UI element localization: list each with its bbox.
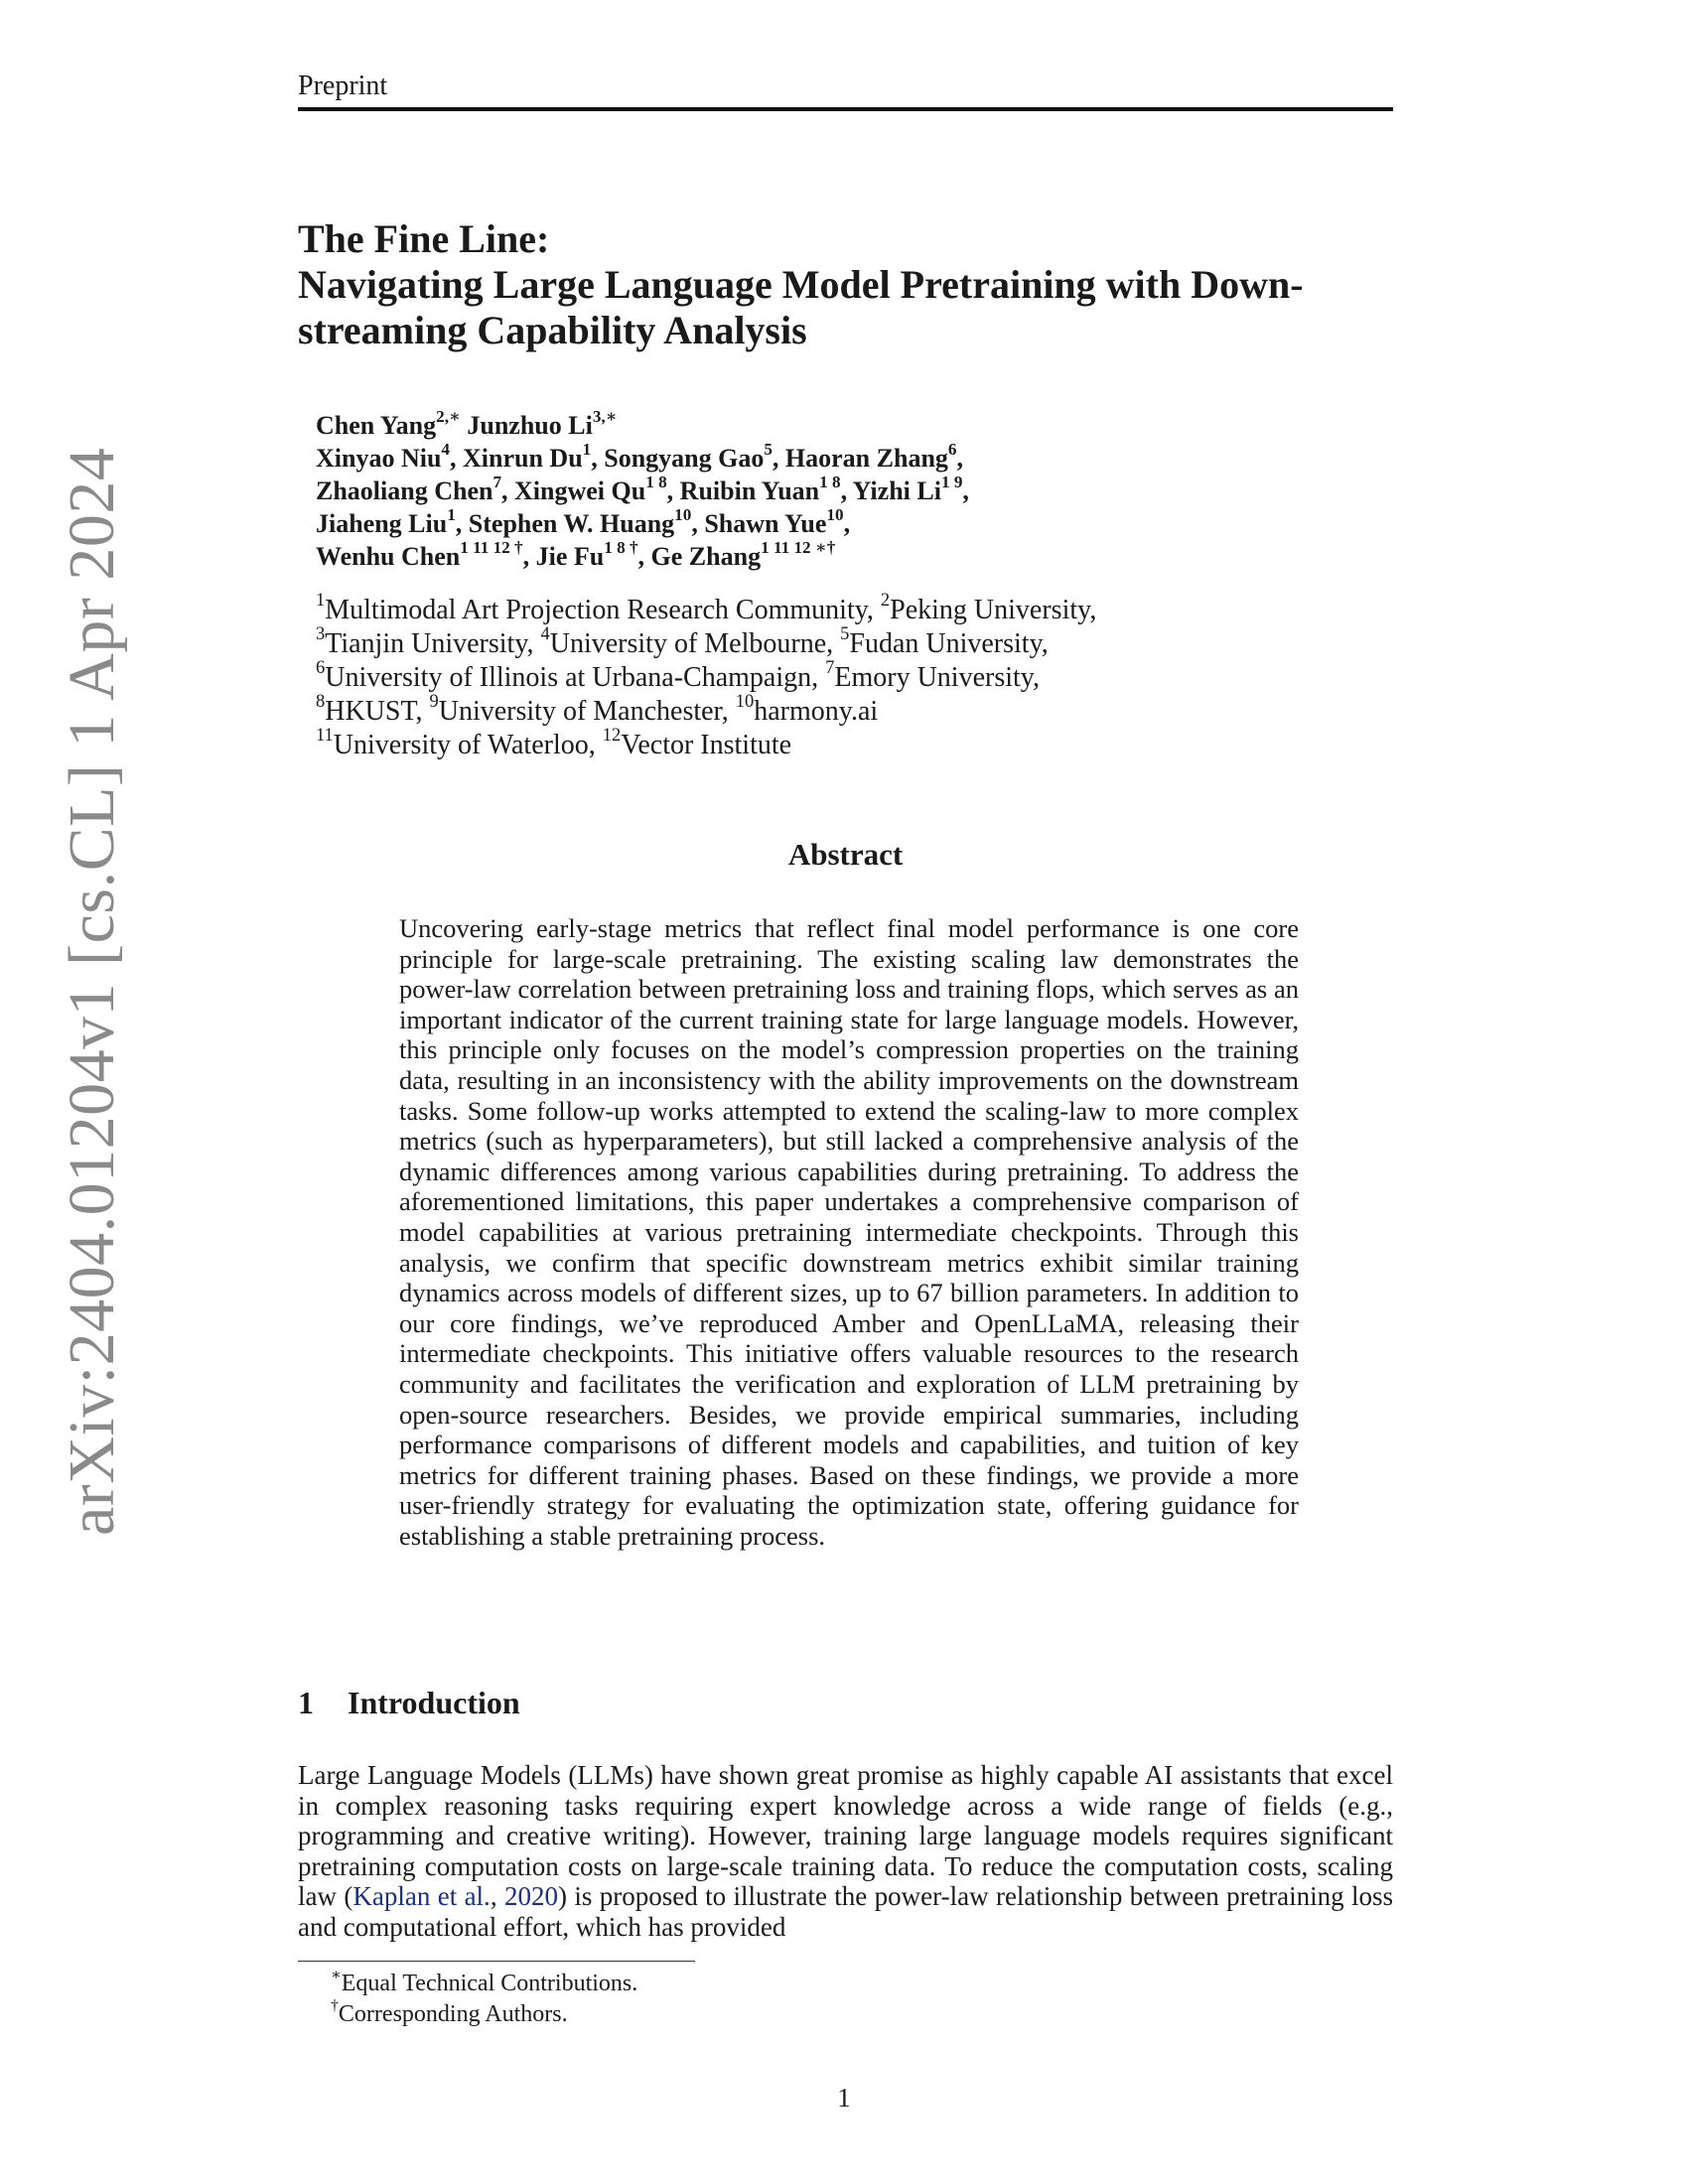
paper-title [298,216,1400,353]
footnotes [331,1966,638,2030]
affiliation-name: University of Melbourne [549,628,827,659]
introduction-paragraph [298,1760,1393,1943]
section-heading [298,1685,520,1721]
author-affil-mark: 1 [582,439,592,459]
author-name: Xingwei Qu [514,477,646,505]
affiliation-number: 9 [429,690,439,711]
footnote-text: Equal Technical Contributions. [341,1971,638,1996]
footnote-text: Corresponding Authors. [338,2001,568,2027]
author-name: Ge Zhang [650,542,762,571]
author-affil-mark: 1 9 [940,472,963,491]
affiliation-number: 1 [316,589,326,610]
affiliation-list [316,589,1408,762]
affiliation-number: 3 [316,622,326,643]
author-name: Xinyao Niu [316,444,442,473]
author-list [316,406,1408,573]
affiliation-number: 10 [735,690,755,711]
affiliation-number: 4 [540,622,550,643]
abstract-text: Uncovering early-stage metrics that reflect final model performance is one core principle for large-scale pretraining. The existing scaling law demonstrates the power-law correlation between pretraining loss and training flops, which serves as an important indicator of the current training state for large language models. However, this principle only focuses on the model’s compression properties on the training data, resulting in an inconsistency with the ability improvements on the downstream tasks. Some follow-up works attempted to extend the scaling-law to more complex metrics (such as hyperparameters), but still lacked a comprehensive analysis of the dynamic differences among various capabilities during pretraining. To address the aforementioned limitations, this paper undertakes a comprehensive comparison of model capabilities at various pretraining intermediate checkpoints. Through this analysis, we confirm that specific downstream metrics exhibit similar training dynamics across models of different sizes, up to 67 billion parameters. In addition to our core findings, we’ve reproduced Amber and OpenLLaMA, releasing their intermediate checkpoints. This initiative offers valuable resources to the research community and facilitates the verification and exploration of LLM pretraining by open-source researchers. Besides, we provide empirical summaries, including performance comparisons of different models and capabilities, and tuition of key metrics for different training phases. Based on these findings, we provide a more user-friendly strategy for evaluating the optimization state, offering guidance for establishing a stable pretraining process. [399,913,1299,1551]
author-affil-mark: 1 8 [645,472,667,491]
author-name: Yizhi Li [852,477,941,505]
affiliation-name: Emory University [834,662,1033,693]
header-rule [298,107,1393,111]
author-affil-mark: 1 11 12 ∗† [761,537,836,557]
author-name: Zhaoliang Chen [316,477,493,505]
affiliation-number: 7 [825,656,835,677]
arxiv-identifier: arXiv:2404.01204v1 [cs.CL] 1 Apr 2024 [56,447,128,1536]
affiliation-name: Vector Institute [621,730,792,760]
author-affil-mark: 1 [447,504,456,524]
author-affil-mark: 7 [492,472,502,491]
author-line [316,406,1408,442]
affiliation-name: harmony.ai [754,696,879,727]
footnote [331,1966,638,1999]
author-name: Songyang Gao [604,444,765,473]
author-affil-mark: 5 [764,439,773,459]
footnote-mark: † [331,1996,339,2014]
author-line: Wenhu Chen$^{1 11 12 \dagger}$, Jie $Fu^{1 8 \dagger}$, Ge Zhang$^{1 11 12 ∗\dagger}$ [316,537,836,571]
affiliation-name: University of Illinois at Urbana-Champaign [325,662,812,693]
running-title: Preprint [298,70,388,101]
title-line: The Fine Line: [298,216,550,261]
author-name: Junzhuo Li [467,411,593,440]
author-name: Jiaheng Liu [316,509,448,538]
affiliation-line: $^{11}$University of Waterloo, $^{12}$Vector Institute [316,724,792,760]
author-name: Jie Fu [535,542,605,571]
affiliation-name: Peking University [890,595,1090,625]
citation-author-link[interactable]: Kaplan et al. [352,1881,491,1912]
affiliation-line: $^6$University of Illinois at Urbana-Champaign, $^7$Emory University, [316,656,1040,693]
author-name: Shawn Yue [704,509,827,538]
author-affil-mark: 10 [674,504,692,524]
author-affil-mark: 2,∗ [436,406,461,426]
author-name: Stephen W. Huang [468,509,675,538]
affiliation-line: $^8$HKUST, $^9$University of Manchester, $^{10}$harmony.ai [316,690,879,727]
intro-text: Large Language Models (LLMs) have shown great promise as highly capable AI assistants that excel in complex reasoning tasks requiring expert knowledge across a wide range of fields (e.g., programming and creative writing). However, training large language models requires significant pretraining computation costs on large-scale training data. To reduce the computation costs, scaling law ( [298,1760,1393,1912]
author-name: Xinrun Du [463,444,583,473]
abstract-heading: Abstract [787,837,904,872]
author-affil-mark: 1 8 [819,472,841,491]
affiliation-number: 6 [316,656,326,677]
title-line: streaming Capability Analysis [298,308,807,352]
affiliation-name: University of Manchester [438,696,722,727]
affiliation-name: Fudan University [849,628,1042,659]
affiliation-name: HKUST [325,696,416,727]
author-line: Jiaheng Liu$^1$, Stephen W. Huang$^{10}$, Shawn Yue$^{10}$, [316,504,851,538]
footnote-mark: ∗ [331,1966,342,1983]
author-name: Haoran Zhang [784,444,948,473]
author-affil-mark: 4 [441,439,450,459]
page-number: 1 [837,2083,851,2113]
affiliation-number: 12 [602,724,622,745]
affiliation-name: Multimodal Art Projection Research Community [325,595,867,625]
author-line: Zhaoliang Chen$^7$, Xingwei $Qu^{1 8}$, Ruibin Yuan$^{1 8}$, Yizhi $Li^{1 9}$, [316,472,969,505]
author-affil-mark: 1 8 † [604,537,638,557]
affiliation-number: 8 [316,690,326,711]
affiliation-number: 2 [880,589,891,610]
citation-year-link[interactable]: 2020 [503,1881,558,1912]
affiliation-number: 11 [316,724,334,745]
affiliation-number: 5 [840,622,850,643]
footnote-rule [298,1961,695,1962]
affiliation-line: $^1$Multimodal Art Projection Research Community, $^2$Peking University, [316,589,1097,625]
author-affil-mark: 6 [947,439,957,459]
affiliation-name: Tianjin University [325,628,527,659]
author-line: Xinyao Niu$^4$, Xinrun Du$^1$, Songyang Gao$^5$, Haoran Zhang$^6$, [316,439,963,473]
section-title-text: Introduction [348,1685,520,1720]
author-name: Chen Yang [316,411,437,440]
title-line: Navigating Large Language Model Pretraining with Down- [298,262,1304,307]
author-affil-mark: 10 [826,504,844,524]
page-header [298,69,1393,103]
citation-separator: , [490,1881,504,1912]
author-name: Ruibin Yuan [679,477,820,505]
author-affil-mark: 3,∗ [592,406,618,426]
section-number: 1 [298,1685,314,1720]
affiliation-name: University of Waterloo [333,730,589,760]
author-name: Wenhu Chen [316,542,461,571]
intro-text: ) is proposed to illustrate the power-law relationship between pretraining loss and computational effort, which has provided [298,1881,1393,1942]
affiliation-line: $^3$Tianjin University, $^4$University of Melbourne, $^5$Fudan University, [316,622,1049,659]
footnote [331,1996,637,2030]
author-affil-mark: 1 11 12 † [460,537,523,557]
